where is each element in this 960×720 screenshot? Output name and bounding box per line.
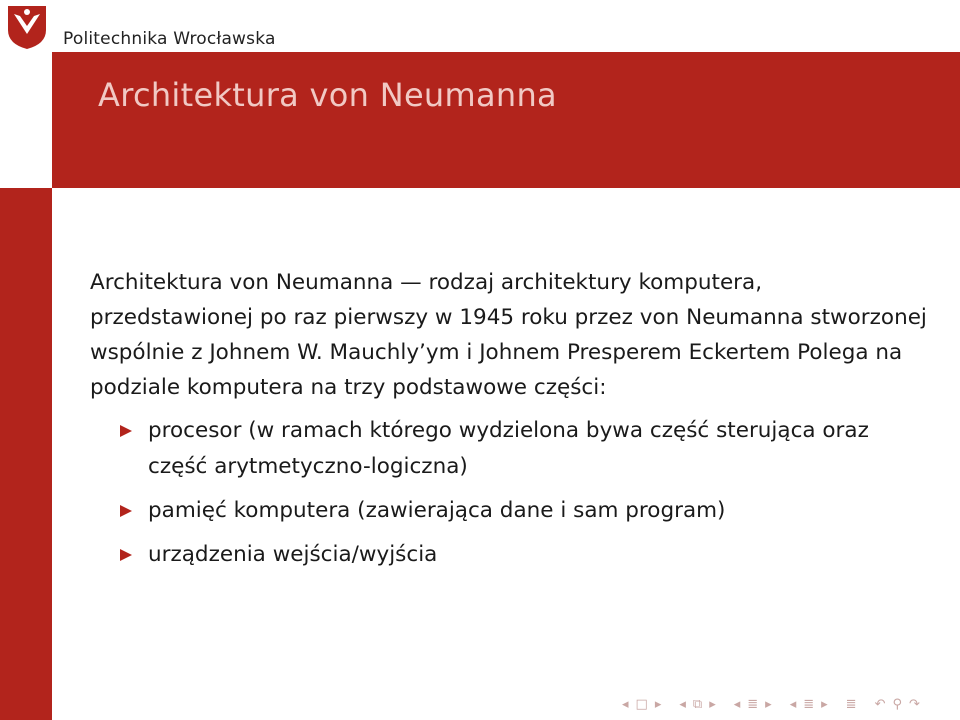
list-item [90, 493, 930, 529]
frame-icon[interactable]: □ [635, 696, 648, 712]
prev-section-icon[interactable]: ◂ [789, 696, 797, 712]
search-icon[interactable]: ⚲ [892, 696, 902, 712]
next-subsection-icon[interactable]: ▸ [709, 696, 716, 712]
list-item [90, 537, 930, 573]
list-item [90, 413, 930, 485]
bullet-arrow-icon [120, 425, 132, 437]
bullet-arrow-icon [120, 549, 132, 561]
prev-section-icon[interactable]: ◂ [733, 696, 741, 712]
bullet-text: urządzenia wejścia/wyjścia [148, 542, 438, 567]
bullet-text: procesor (w ramach którego wydzielona bywa część sterująca oraz część arytmetyczno-logiczna) [148, 418, 869, 479]
prev-subsection-icon[interactable]: ◂ [679, 696, 686, 712]
presentation-icon[interactable]: ≣ [845, 696, 857, 712]
bullet-text: pamięć komputera (zawierająca dane i sam program) [148, 498, 726, 523]
prev-frame-icon[interactable]: ◂ [622, 696, 629, 712]
back-icon[interactable]: ↶ [874, 696, 886, 712]
next-frame-icon[interactable]: ▸ [654, 696, 662, 712]
navigation-bar [622, 694, 927, 714]
bullet-list [90, 413, 930, 573]
org-name: Politechnika Wrocławska [63, 29, 276, 49]
bullet-arrow-icon [120, 505, 132, 517]
intro-paragraph: Architektura von Neumanna — rodzaj architektury komputera, przedstawionej po raz pierwszy w 1945 roku przez von Neumanna stworzonej wspólnie z Johnem W. Mauchly’ym i Johnem Presperem Eckertem Polega na podziale komputera na trzy podstawowe części: [90, 270, 927, 400]
section-icon[interactable]: ≣ [803, 696, 815, 712]
next-section-icon[interactable]: ▸ [821, 696, 828, 712]
subsection-icon[interactable]: ⧉ [692, 696, 703, 712]
next-section-icon[interactable]: ▸ [765, 696, 772, 712]
forward-icon[interactable]: ↷ [909, 696, 920, 712]
title-bar [52, 52, 960, 188]
slide-title: Architektura von Neumanna [98, 76, 557, 114]
left-accent-bar [0, 188, 52, 720]
header [0, 0, 960, 52]
section-icon[interactable]: ≣ [747, 696, 759, 712]
university-logo-icon [6, 4, 48, 50]
slide-content [90, 265, 930, 581]
